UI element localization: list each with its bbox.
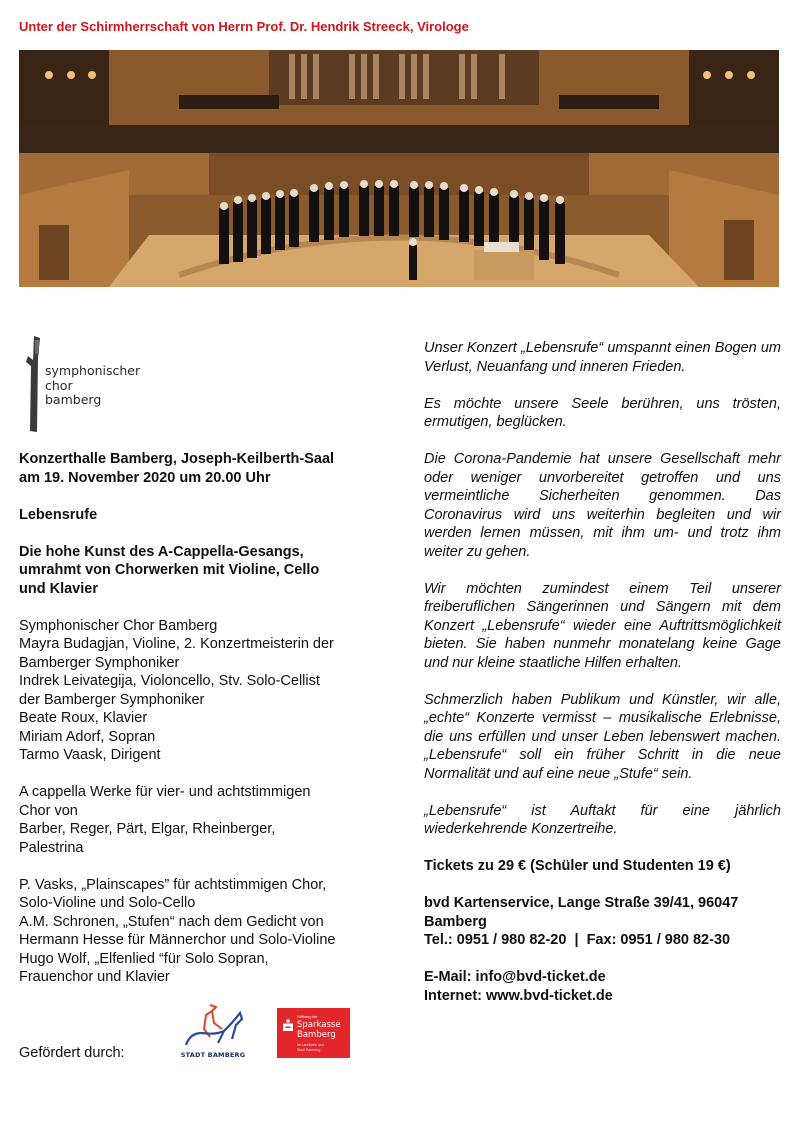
sponsor-label: Gefördert durch: (19, 1045, 125, 1061)
performer: Miriam Adorf, Sopran (19, 728, 156, 745)
program-line: Chor von (19, 802, 78, 819)
program-line: Palestrina (19, 839, 84, 856)
ticket-website-link[interactable]: Internet: www.bvd-ticket.de (424, 987, 613, 1004)
program-line: P. Vasks, „Plainscapes” für achtstimmigen Chor, (19, 876, 327, 893)
event-subtitle-line: umrahmt von Chorwerken mit Violine, Cello (19, 562, 320, 578)
choir-logo-mark-icon (26, 336, 46, 432)
intro-paragraph: Die Corona-Pandemie hat unsere Gesellschaft mehr oder weniger unvorbereitet getroffen und uns vermeintliche Sicherheiten genommen. Das Coronavirus wird uns weiterhin begleiten und wir werden lernen müssen, mit ihm um- und trotz ihm weiter zu gehen. (424, 451, 781, 560)
program-line: A cappella Werke für vier- und achtstimmigen (19, 784, 311, 800)
event-details (19, 450, 384, 1005)
event-title: Lebensrufe (19, 506, 98, 523)
intro-and-tickets (424, 339, 781, 1005)
choir-logo-line: chor (45, 377, 73, 393)
event-venue: Konzerthalle Bamberg, Joseph-Keilberth-Saal (19, 451, 335, 467)
performers-list (19, 617, 384, 765)
intro-paragraph: Es möchte unsere Seele berühren, uns trösten, ermutigen, beglücken. (424, 395, 781, 430)
intro-paragraph: „Lebensrufe“ ist Auftakt für eine jährlich wiederkehrende Konzertreihe. (424, 802, 781, 837)
horse-rider-icon (182, 1003, 244, 1049)
performer: Symphonischer Chor Bamberg (19, 617, 218, 634)
sparkasse-name-line: Bamberg (297, 1030, 336, 1040)
sparkasse-s-icon (283, 1019, 293, 1032)
symphonischer-chor-bamberg-logo (26, 336, 166, 432)
patronage-header: Unter der Schirmherrschaft von Herrn Prof. Dr. Hendrik Streeck, Virologe (19, 19, 469, 34)
program-line: Barber, Reger, Pärt, Elgar, Rheinberger, (19, 821, 276, 837)
choir-logo-line: bamberg (45, 392, 102, 407)
sparkasse-name-line: Sparkasse (297, 1020, 341, 1030)
program-works (19, 876, 384, 987)
program-line: Hermann Hesse für Männerchor und Solo-Violine (19, 932, 336, 948)
sparkasse-sub-line: Stadt Bamberg (297, 1047, 321, 1052)
performer: Bamberger Symphoniker (19, 654, 180, 671)
program-acappella (19, 783, 384, 857)
performer: Beate Roux, Klavier (19, 710, 148, 726)
intro-paragraph: Schmerzlich haben Publikum und Künstler, wir alle, „echte“ Konzerte vermisst – musikalische Erlebnisse, die uns erfüllen und unser Leben lebenswert machen. „Lebensrufe“ soll ein früher Schritt in die neue Normalität und auf eine neue „Stufe“ sein. (424, 691, 781, 782)
stadt-bamberg-text: STADT BAMBERG (180, 1051, 246, 1059)
program-line: Frauenchor und Klavier (19, 969, 170, 985)
performer: Tarmo Vaask, Dirigent (19, 747, 161, 763)
intro-paragraph: Wir möchten zumindest einem Teil unserer freiberuflichen Sängerinnen und Sängern mit dem Konzert „Lebensrufe“ wieder eine Auftrittsmöglichkeit bieten. Sie haben nunmehr monatelang keine Gage und nur kleine staatliche Hilfen erhalten. (424, 580, 781, 671)
program-line: A.M. Schronen, „Stufen“ nach dem Gedicht von (19, 913, 324, 930)
ticket-seller-city: Bamberg (424, 913, 487, 930)
concert-hall-photo-icon (19, 50, 779, 287)
event-subtitle-line: und Klavier (19, 580, 98, 597)
ticket-seller-address: bvd Kartenservice, Lange Straße 39/41, 96047 (424, 895, 739, 911)
concert-hall-photo (19, 50, 779, 287)
ticket-phone-fax: Tel.: 0951 / 980 82-20 | Fax: 0951 / 980 82-30 (424, 932, 731, 948)
performer: Indrek Leivategija, Violoncello, Stv. Solo-Cellist (19, 673, 320, 689)
event-date: am 19. November 2020 um 20.00 Uhr (19, 469, 271, 486)
program-line: Hugo Wolf, „Elfenlied “für Solo Sopran, (19, 950, 269, 967)
choir-logo-line: symphonischer (45, 363, 141, 378)
event-subtitle-line: Die hohe Kunst des A-Cappella-Gesangs, (19, 543, 304, 560)
intro-paragraph: Unser Konzert „Lebensrufe“ umspannt einen Bogen um Verlust, Neuanfang und inneren Frieden. (424, 340, 781, 375)
ticket-email-link[interactable]: E-Mail: info@bvd-ticket.de (424, 969, 606, 985)
sparkasse-sub-line: im Landkreis und (297, 1043, 324, 1047)
stadt-bamberg-logo (178, 1003, 248, 1061)
program-line: Solo-Violine und Solo-Cello (19, 895, 196, 911)
performer: Mayra Budagjan, Violine, 2. Konzertmeisterin der (19, 636, 334, 652)
sparkasse-bamberg-logo (277, 1008, 350, 1058)
sparkasse-small-text: Stiftung der (297, 1014, 318, 1019)
ticket-price: Tickets zu 29 € (Schüler und Studenten 19 €) (424, 858, 731, 874)
performer: der Bamberger Symphoniker (19, 691, 205, 708)
